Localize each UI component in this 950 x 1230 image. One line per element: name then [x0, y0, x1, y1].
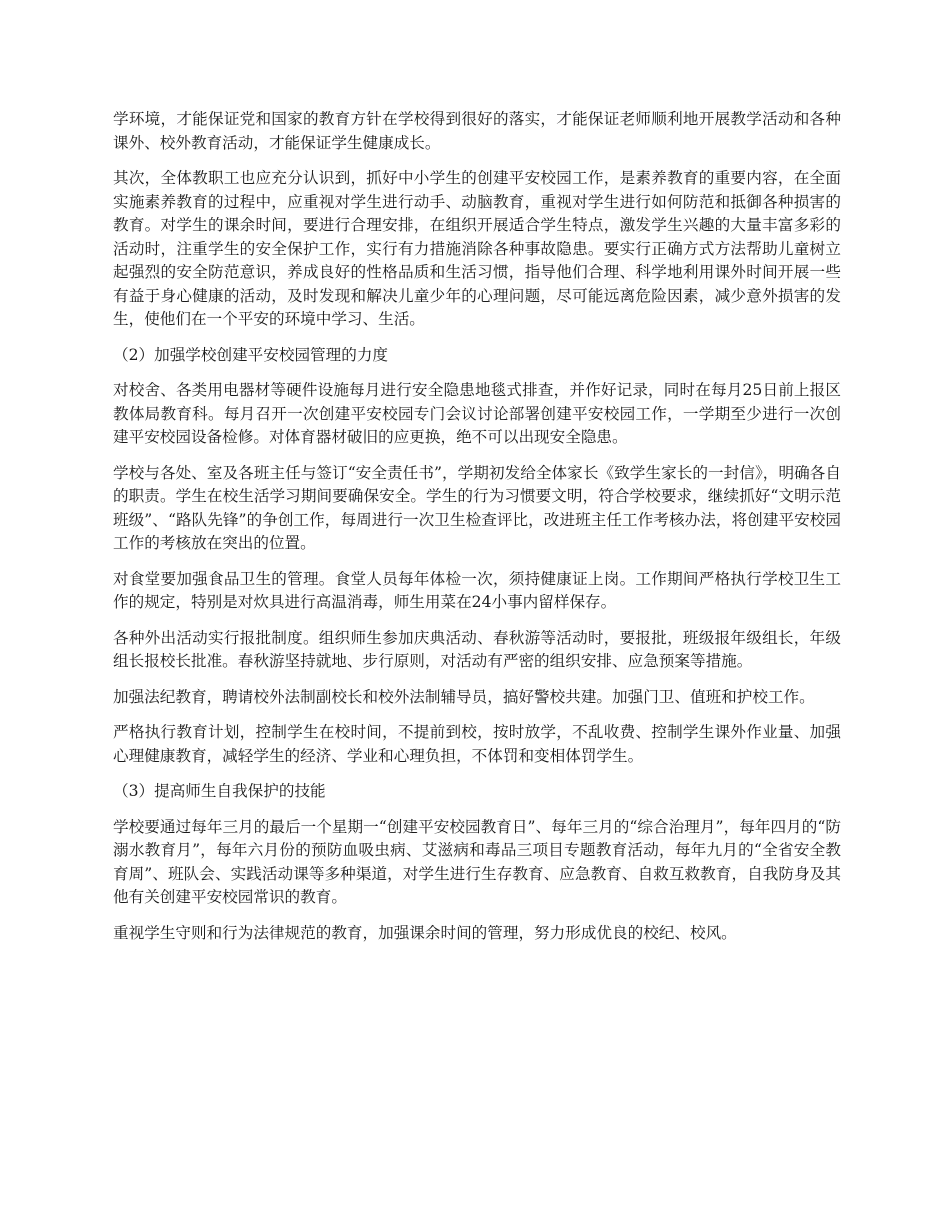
paragraph-9: 学校要通过每年三月的最后一个星期一“创建平安校园教育日”、每年三月的“综合治理月”，每年四月的“防溺水教育月”，每年六月份的预防血吸虫病、艾滋病和毒品三项目专题教育活动，每年九月的“全省安全教育周”、班队会、实践活动课等多种渠道，对学生进行生存教育、应急教育、自救互救教育，自我防身及其他有关创建平安校园常识的教育。	[113, 817, 841, 906]
paragraph-10: 重视学生守则和行为法律规范的教育，加强课余时间的管理，努力形成优良的校纪、校风。	[113, 923, 737, 942]
section-heading-2: （2）加强学校创建平安校园管理的力度	[113, 345, 389, 364]
paragraph-8: 严格执行教育计划，控制学生在校时间，不提前到校，按时放学，不乱收费、控制学生课外作业量、加强心理健康教育，减轻学生的经济、学业和心理负担，不体罚和变相体罚学生。	[113, 723, 841, 765]
paragraph-1: 学环境，才能保证党和国家的教育方针在学校得到很好的落实，才能保证老师顺利地开展教学活动和各种课外、校外教育活动，才能保证学生健康成长。	[113, 110, 841, 152]
document-body	[113, 108, 841, 957]
section-heading-3: （3）提高师生自我保护的技能	[113, 782, 326, 800]
paragraph-4: 学校与各处、室及各班主任与签订“安全责任书”，学期初发给全体家长《致学生家长的一封信》，明确各自的职责。学生在校生活学习期间要确保安全。学生的行为习惯要文明，符合学校要求，继续抓好“文明示范班级”、“路队先锋”的争创工作，每周进行一次卫生检查评比，改进班主任工作考核办法，将创建平安校园工作的考核放在突出的位置。	[113, 463, 841, 552]
paragraph-7: 加强法纪教育，聘请校外法制副校长和校外法制辅导员，搞好警校共建。加强门卫、值班和护校工作。	[113, 687, 815, 706]
paragraph-2: 其次，全体教职工也应充分认识到，抓好中小学生的创建平安校园工作，是素养教育的重要内容，在全面实施素养教育的过程中，应重视对学生进行动手、动脑教育，重视对学生进行如何防范和抵御各种损害的教育。对学生的课余时间，要进行合理安排，在组织开展适合学生特点，激发学生兴趣的大量丰富多彩的活动时，注重学生的安全保护工作，实行有力措施消除各种事故隐患。要实行正确方式方法帮助儿童树立起强烈的安全防范意识，养成良好的性格品质和生活习惯，指导他们合理、科学地利用课外时间开展一些有益于身心健康的活动，及时发现和解决儿童少年的心理问题，尽可能远离危险因素，减少意外损害的发生，使他们在一个平安的环境中学习、生活。	[113, 169, 841, 328]
paragraph-3: 对校舍、各类用电器材等硬件设施每月进行安全隐患地毯式排查，并作好记录，同时在每月25日前上报区教体局教育科。每月召开一次创建平安校园专门会议讨论部署创建平安校园工作，一学期至少进行一次创建平安校园设备检修。对体育器材破旧的应更换，绝不可以出现安全隐患。	[113, 381, 841, 446]
paragraph-5: 对食堂要加强食品卫生的管理。食堂人员每年体检一次，须持健康证上岗。工作期间严格执行学校卫生工作的规定，特别是对炊具进行高温消毒，师生用菜在24小事内留样保存。	[113, 569, 841, 611]
paragraph-6: 各种外出活动实行报批制度。组织师生参加庆典活动、春秋游等活动时，要报批，班级报年级组长，年级组长报校长批准。春秋游坚持就地、步行原则，对活动有严密的组织安排、应急预案等措施。	[113, 628, 841, 670]
